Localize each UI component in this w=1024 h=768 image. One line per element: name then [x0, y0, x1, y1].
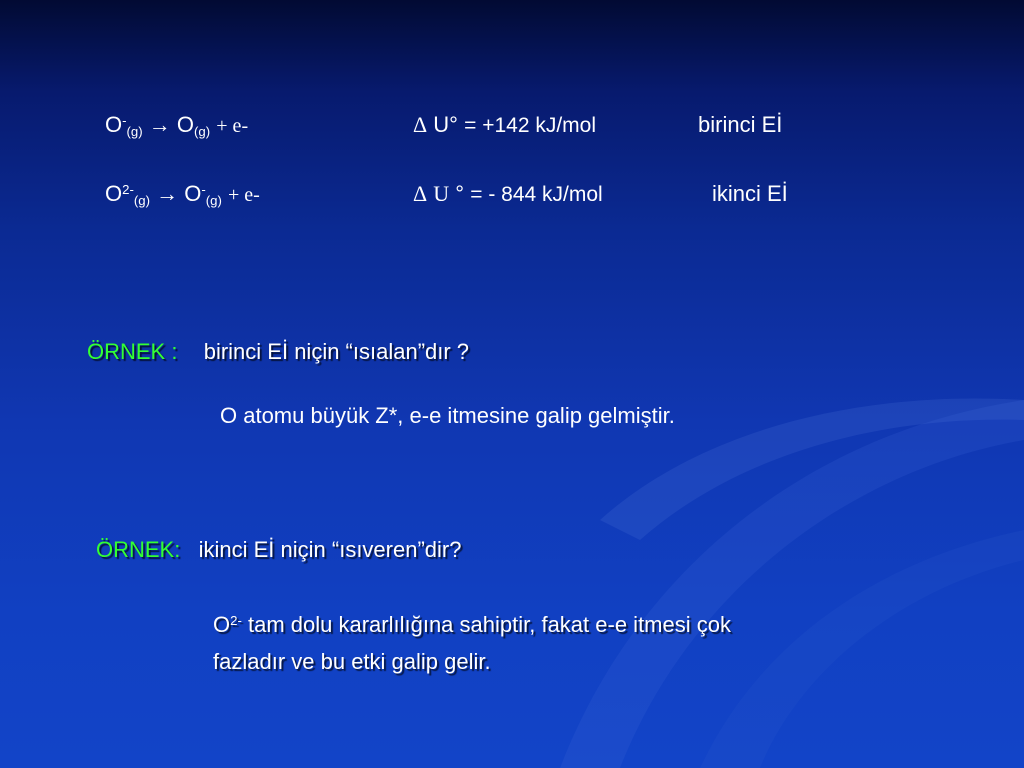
reaction-2-equation — [105, 181, 260, 208]
example-2-question-line — [96, 539, 461, 561]
reaction-2-reactant-charge: 2- — [122, 181, 134, 197]
delta-icon: Δ — [413, 181, 428, 206]
reaction-2-degree: ° — [455, 181, 465, 206]
example-1-answer: O atomu büyük Z*, e-e itmesine galip gelmiştir. — [220, 403, 675, 428]
example-2-question: ikinci Eİ niçin “ısıveren”dir? — [198, 537, 462, 562]
reaction-2-product-charge: - — [201, 181, 206, 197]
reaction-1-equation — [105, 112, 249, 139]
reaction-1-reactant-state: (g) — [126, 123, 143, 139]
reaction-2-label: ikinci Eİ — [712, 181, 788, 206]
reaction-arrow-icon: → — [156, 181, 179, 206]
example-2-label: ÖRNEK: — [96, 537, 181, 562]
example-2-answer-line-2: fazladır ve bu etki galip gelir. — [213, 649, 491, 674]
example-1-label: ÖRNEK : — [87, 339, 178, 364]
example-2-answer-symbol: O — [213, 612, 231, 637]
reaction-1-label: birinci Eİ — [698, 112, 783, 137]
reaction-2-value: = - 844 kJ/mol — [470, 183, 603, 206]
reaction-1-value: = +142 kJ/mol — [464, 114, 596, 137]
example-2-answer-charge: 2- — [230, 612, 242, 628]
delta-icon: Δ — [413, 112, 428, 137]
reaction-arrow-icon: → — [148, 112, 171, 137]
reaction-1-quantity: U° — [433, 112, 458, 137]
example-2-answer-line-1 — [213, 614, 731, 636]
reaction-1-energy — [413, 114, 596, 136]
reaction-2-reactant-state: (g) — [133, 192, 150, 208]
reaction-1-reactant: O — [105, 112, 123, 137]
example-1-question: birinci Eİ niçin “ısıalan”dır ? — [203, 339, 470, 364]
reaction-2-reactant: O — [105, 181, 123, 206]
reaction-1-electron: + e- — [216, 115, 249, 137]
reaction-1-product-state: (g) — [194, 123, 211, 139]
reaction-1-reactant-charge: - — [122, 112, 127, 128]
example-2-answer-text-1: tam dolu kararlılığına sahiptir, fakat e-e itmesi çok — [247, 612, 731, 637]
reaction-2-electron: + e- — [228, 184, 260, 206]
reaction-2-product-state: (g) — [205, 192, 222, 208]
reaction-2-product: O — [184, 181, 202, 206]
reaction-1-product: O — [176, 112, 195, 137]
reaction-2-energy — [413, 183, 603, 205]
example-1-question-line — [87, 341, 469, 363]
reaction-2-quantity: U — [433, 181, 450, 206]
